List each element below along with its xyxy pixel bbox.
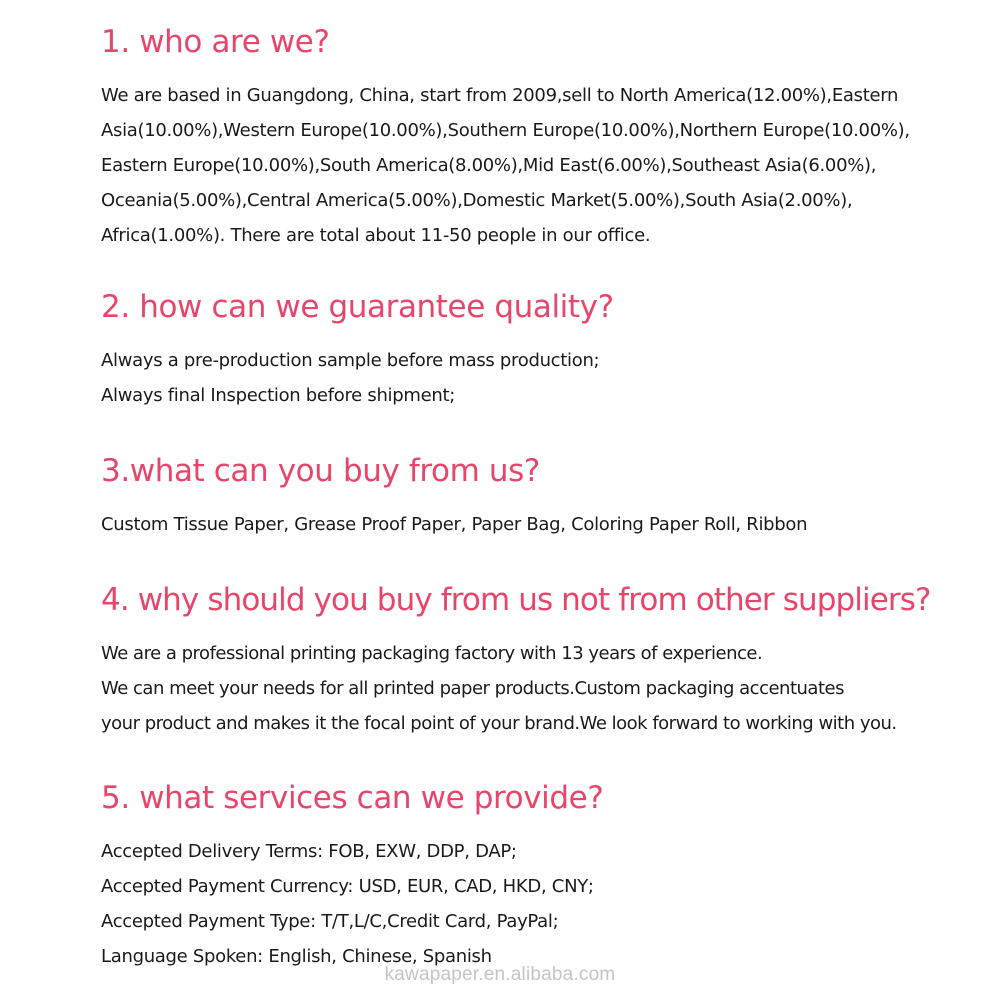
body-line: We are a professional printing packaging factory with 13 years of experience. (101, 643, 763, 664)
section-body (101, 834, 981, 974)
body-line: Always a pre-production sample before mass production; (101, 350, 600, 371)
section-heading: 1. who are we? (101, 24, 330, 60)
body-line: Accepted Payment Currency: USD, EUR, CAD, HKD, CNY; (101, 876, 594, 897)
body-line: Language Spoken: English, Chinese, Spanish (101, 946, 492, 967)
body-line: Eastern Europe(10.00%),South America(8.00%),Mid East(6.00%),Southeast Asia(6.00%), (101, 155, 877, 176)
body-line: Asia(10.00%),Western Europe(10.00%),Southern Europe(10.00%),Northern Europe(10.00%), (101, 120, 910, 141)
body-line: your product and makes it the focal point of your brand.We look forward to working with you. (101, 713, 897, 734)
section-body (101, 636, 981, 741)
section-quality (101, 287, 981, 413)
section-body (101, 507, 981, 542)
body-line: We can meet your needs for all printed paper products.Custom packaging accentuates (101, 678, 844, 699)
section-heading: 2. how can we guarantee quality? (101, 289, 614, 325)
section-services (101, 778, 981, 974)
body-line: Custom Tissue Paper, Grease Proof Paper, Paper Bag, Coloring Paper Roll, Ribbon (101, 514, 808, 535)
section-heading: 3.what can you buy from us? (101, 453, 540, 489)
body-line: We are based in Guangdong, China, start from 2009,sell to North America(12.00%),Eastern (101, 85, 899, 106)
watermark-text: kawapaper.en.alibaba.com (384, 964, 616, 985)
section-heading: 4. why should you buy from us not from other suppliers? (101, 582, 931, 618)
section-who-are-we (101, 22, 981, 253)
section-body (101, 343, 981, 413)
section-body (101, 78, 981, 253)
section-products (101, 451, 981, 542)
body-line: Accepted Delivery Terms: FOB, EXW, DDP, DAP; (101, 841, 517, 862)
body-line: Oceania(5.00%),Central America(5.00%),Domestic Market(5.00%),South Asia(2.00%), (101, 190, 853, 211)
body-line: Accepted Payment Type: T/T,L/C,Credit Card, PayPal; (101, 911, 559, 932)
section-heading: 5. what services can we provide? (101, 780, 604, 816)
body-line: Always final Inspection before shipment; (101, 385, 456, 406)
section-why-us (101, 580, 981, 741)
body-line: Africa(1.00%). There are total about 11-50 people in our office. (101, 225, 651, 246)
